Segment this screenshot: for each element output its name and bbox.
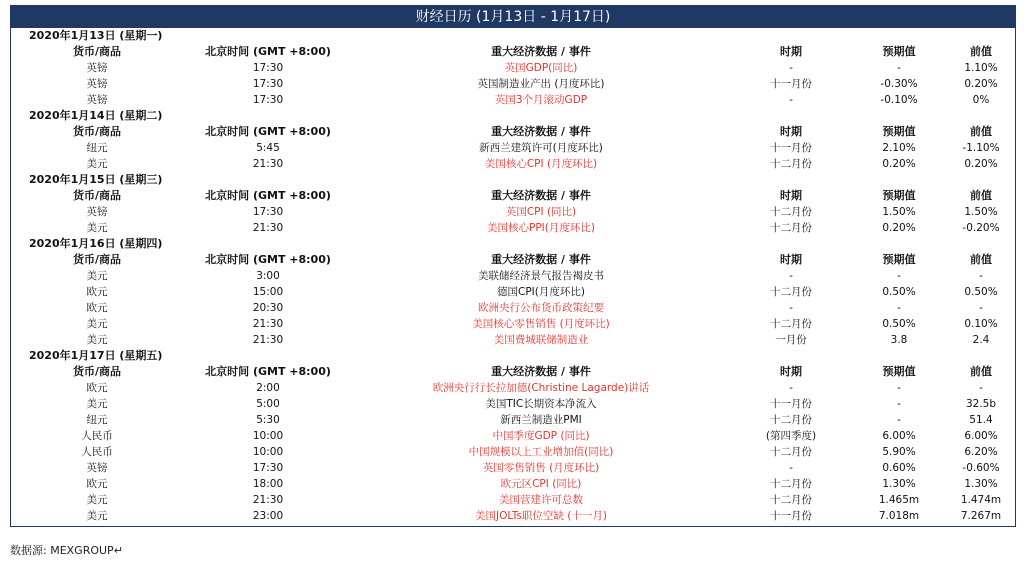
header-time: 北京时间 (GMT +8:00) bbox=[205, 125, 331, 138]
column-header-row bbox=[11, 44, 1015, 60]
period-cell: 十二月份 bbox=[770, 478, 812, 490]
time-cell: 20:30 bbox=[252, 302, 284, 314]
event-cell: 英国GDP(同比) bbox=[504, 62, 578, 74]
time-cell: 17:30 bbox=[252, 78, 284, 90]
time-cell: 5:00 bbox=[256, 398, 280, 410]
time-cell: 17:30 bbox=[252, 206, 284, 218]
event-cell: 美国营建许可总数 bbox=[499, 494, 583, 506]
previous-cell: 7.267m bbox=[960, 510, 1002, 522]
forecast-cell: 2.10% bbox=[882, 142, 916, 154]
period-cell: - bbox=[789, 270, 793, 282]
data-source: 数据源: MEXGROUP↵ bbox=[10, 544, 123, 557]
event-cell: 英国CPI (同比) bbox=[505, 206, 577, 218]
currency-cell: 美元 bbox=[86, 318, 108, 330]
currency-cell: 欧元 bbox=[86, 382, 108, 394]
time-cell: 17:30 bbox=[252, 94, 284, 106]
table-row bbox=[11, 60, 1015, 76]
event-cell: 中国季度GDP (同比) bbox=[492, 430, 590, 442]
header-period: 时期 bbox=[780, 189, 802, 202]
time-cell: 23:00 bbox=[252, 510, 284, 522]
header-event: 重大经济数据 / 事件 bbox=[491, 189, 591, 202]
table-row bbox=[11, 476, 1015, 492]
day-header: 2020年1月17日 (星期五) bbox=[29, 349, 163, 362]
header-previous: 前值 bbox=[970, 125, 992, 138]
period-cell: 十一月份 bbox=[770, 510, 812, 522]
currency-cell: 欧元 bbox=[86, 286, 108, 298]
previous-cell: 2.4 bbox=[972, 334, 990, 346]
previous-cell: 1.10% bbox=[964, 62, 998, 74]
previous-cell: 32.5b bbox=[965, 398, 997, 410]
event-cell: 美国核心PPI(月度环比) bbox=[487, 222, 595, 234]
table-row bbox=[11, 332, 1015, 348]
period-cell: 十一月份 bbox=[770, 78, 812, 90]
event-cell: 美国TIC长期资本净流入 bbox=[485, 398, 597, 410]
table-row bbox=[11, 76, 1015, 92]
time-cell: 17:30 bbox=[252, 62, 284, 74]
event-cell: 美国核心CPI (月度环比) bbox=[484, 158, 598, 170]
currency-cell: 美元 bbox=[86, 270, 108, 282]
table-row bbox=[11, 492, 1015, 508]
currency-cell: 欧元 bbox=[86, 478, 108, 490]
previous-cell: 0.20% bbox=[964, 78, 998, 90]
header-time: 北京时间 (GMT +8:00) bbox=[205, 253, 331, 266]
currency-cell: 欧元 bbox=[86, 302, 108, 314]
column-header-row bbox=[11, 364, 1015, 380]
currency-cell: 纽元 bbox=[86, 414, 108, 426]
header-previous: 前值 bbox=[970, 253, 992, 266]
header-event: 重大经济数据 / 事件 bbox=[491, 125, 591, 138]
previous-cell: 0.50% bbox=[964, 286, 998, 298]
currency-cell: 美元 bbox=[86, 334, 108, 346]
previous-cell: - bbox=[979, 382, 983, 394]
forecast-cell: - bbox=[897, 398, 901, 410]
day-header: 2020年1月16日 (星期四) bbox=[29, 237, 163, 250]
day-header: 2020年1月14日 (星期二) bbox=[29, 109, 163, 122]
header-time: 北京时间 (GMT +8:00) bbox=[205, 189, 331, 202]
table-row bbox=[11, 140, 1015, 156]
header-time: 北京时间 (GMT +8:00) bbox=[205, 365, 331, 378]
header-forecast: 预期值 bbox=[882, 45, 916, 58]
previous-cell: - bbox=[979, 270, 983, 282]
event-cell: 英国制造业产出 (月度环比) bbox=[477, 78, 605, 90]
forecast-cell: 3.8 bbox=[890, 334, 908, 346]
forecast-cell: 1.50% bbox=[882, 206, 916, 218]
table-row bbox=[11, 428, 1015, 444]
currency-cell: 美元 bbox=[86, 222, 108, 234]
previous-cell: 6.00% bbox=[964, 430, 998, 442]
time-cell: 10:00 bbox=[252, 446, 284, 458]
event-cell: 英国3个月滚动GDP bbox=[494, 94, 588, 106]
forecast-cell: - bbox=[897, 302, 901, 314]
time-cell: 18:00 bbox=[252, 478, 284, 490]
header-previous: 前值 bbox=[970, 45, 992, 58]
event-cell: 欧洲央行公布货币政策纪要 bbox=[478, 302, 604, 314]
forecast-cell: 5.90% bbox=[882, 446, 916, 458]
forecast-cell: -0.10% bbox=[880, 94, 918, 106]
period-cell: - bbox=[789, 94, 793, 106]
currency-cell: 英镑 bbox=[86, 206, 108, 218]
table-row bbox=[11, 316, 1015, 332]
forecast-cell: - bbox=[897, 414, 901, 426]
forecast-cell: 0.20% bbox=[882, 158, 916, 170]
period-cell: 一月份 bbox=[775, 334, 807, 346]
time-cell: 21:30 bbox=[252, 334, 284, 346]
header-period: 时期 bbox=[780, 125, 802, 138]
header-currency: 货币/商品 bbox=[72, 253, 122, 266]
table-row bbox=[11, 460, 1015, 476]
header-forecast: 预期值 bbox=[882, 253, 916, 266]
forecast-cell: 0.60% bbox=[882, 462, 916, 474]
header-currency: 货币/商品 bbox=[72, 125, 122, 138]
event-cell: 新西兰建筑许可(月度环比) bbox=[479, 142, 603, 154]
header-event: 重大经济数据 / 事件 bbox=[491, 45, 591, 58]
forecast-cell: - bbox=[897, 270, 901, 282]
header-event: 重大经济数据 / 事件 bbox=[491, 365, 591, 378]
currency-cell: 美元 bbox=[86, 510, 108, 522]
currency-cell: 英镑 bbox=[86, 462, 108, 474]
currency-cell: 英镑 bbox=[86, 62, 108, 74]
period-cell: 十二月份 bbox=[770, 222, 812, 234]
previous-cell: 0.20% bbox=[964, 158, 998, 170]
event-cell: 美国JOLTs职位空缺 (十一月) bbox=[475, 510, 607, 522]
time-cell: 10:00 bbox=[252, 430, 284, 442]
previous-cell: 6.20% bbox=[964, 446, 998, 458]
header-event: 重大经济数据 / 事件 bbox=[491, 253, 591, 266]
day-header: 2020年1月13日 (星期一) bbox=[29, 29, 163, 42]
period-cell: 十一月份 bbox=[770, 142, 812, 154]
previous-cell: -1.10% bbox=[962, 142, 1000, 154]
header-previous: 前值 bbox=[970, 365, 992, 378]
table-row bbox=[11, 396, 1015, 412]
time-cell: 21:30 bbox=[252, 222, 284, 234]
table-row bbox=[11, 92, 1015, 108]
previous-cell: 0% bbox=[972, 94, 990, 106]
event-cell: 欧洲央行行长拉加德(Christine Lagarde)讲话 bbox=[432, 382, 650, 394]
time-cell: 21:30 bbox=[252, 158, 284, 170]
table-row bbox=[11, 220, 1015, 236]
previous-cell: 1.474m bbox=[960, 494, 1002, 506]
period-cell: 十二月份 bbox=[770, 318, 812, 330]
time-cell: 17:30 bbox=[252, 462, 284, 474]
currency-cell: 美元 bbox=[86, 398, 108, 410]
header-previous: 前值 bbox=[970, 189, 992, 202]
period-cell: 十二月份 bbox=[770, 206, 812, 218]
calendar-rows bbox=[11, 28, 1015, 524]
header-period: 时期 bbox=[780, 45, 802, 58]
table-row bbox=[11, 380, 1015, 396]
time-cell: 3:00 bbox=[256, 270, 280, 282]
forecast-cell: 6.00% bbox=[882, 430, 916, 442]
currency-cell: 人民币 bbox=[81, 446, 113, 458]
period-cell: (第四季度) bbox=[765, 430, 817, 442]
event-cell: 英国零售销售 (月度环比) bbox=[482, 462, 600, 474]
event-cell: 德国CPI(月度环比) bbox=[497, 286, 585, 298]
previous-cell: - bbox=[979, 302, 983, 314]
forecast-cell: 0.20% bbox=[882, 222, 916, 234]
forecast-cell: 7.018m bbox=[878, 510, 920, 522]
currency-cell: 美元 bbox=[86, 158, 108, 170]
period-cell: 十二月份 bbox=[770, 414, 812, 426]
previous-cell: 0.10% bbox=[964, 318, 998, 330]
calendar-title: 财经日历 (1月13日 - 1月17日) bbox=[11, 6, 1015, 28]
previous-cell: 51.4 bbox=[969, 414, 993, 426]
day-header: 2020年1月15日 (星期三) bbox=[29, 173, 163, 186]
header-currency: 货币/商品 bbox=[72, 45, 122, 58]
period-cell: 十二月份 bbox=[770, 286, 812, 298]
forecast-cell: 1.30% bbox=[882, 478, 916, 490]
table-row bbox=[11, 444, 1015, 460]
header-period: 时期 bbox=[780, 253, 802, 266]
event-cell: 新西兰制造业PMI bbox=[500, 414, 582, 426]
table-row bbox=[11, 268, 1015, 284]
event-cell: 美国费城联储制造业 bbox=[493, 334, 589, 346]
previous-cell: 1.30% bbox=[964, 478, 998, 490]
header-forecast: 预期值 bbox=[882, 365, 916, 378]
currency-cell: 纽元 bbox=[86, 142, 108, 154]
period-cell: 十二月份 bbox=[770, 494, 812, 506]
period-cell: 十二月份 bbox=[770, 446, 812, 458]
forecast-cell: -0.30% bbox=[880, 78, 918, 90]
forecast-cell: 1.465m bbox=[878, 494, 920, 506]
period-cell: 十二月份 bbox=[770, 158, 812, 170]
column-header-row bbox=[11, 188, 1015, 204]
period-cell: 十一月份 bbox=[770, 398, 812, 410]
event-cell: 欧元区CPI (同比) bbox=[500, 478, 582, 490]
previous-cell: 1.50% bbox=[964, 206, 998, 218]
time-cell: 21:30 bbox=[252, 318, 284, 330]
column-header-row bbox=[11, 252, 1015, 268]
period-cell: - bbox=[789, 302, 793, 314]
currency-cell: 人民币 bbox=[81, 430, 113, 442]
time-cell: 2:00 bbox=[256, 382, 280, 394]
column-header-row bbox=[11, 124, 1015, 140]
currency-cell: 英镑 bbox=[86, 94, 108, 106]
period-cell: - bbox=[789, 62, 793, 74]
forecast-cell: 0.50% bbox=[882, 286, 916, 298]
currency-cell: 美元 bbox=[86, 494, 108, 506]
event-cell: 美国核心零售销售 (月度环比) bbox=[472, 318, 610, 330]
forecast-cell: - bbox=[897, 382, 901, 394]
forecast-cell: 0.50% bbox=[882, 318, 916, 330]
table-row bbox=[11, 508, 1015, 524]
table-row bbox=[11, 412, 1015, 428]
economic-calendar bbox=[10, 5, 1016, 527]
event-cell: 美联储经济景气报告褐皮书 bbox=[478, 270, 604, 282]
time-cell: 21:30 bbox=[252, 494, 284, 506]
forecast-cell: - bbox=[897, 62, 901, 74]
header-currency: 货币/商品 bbox=[72, 365, 122, 378]
time-cell: 5:45 bbox=[256, 142, 280, 154]
period-cell: - bbox=[789, 382, 793, 394]
currency-cell: 英镑 bbox=[86, 78, 108, 90]
table-row bbox=[11, 156, 1015, 172]
time-cell: 5:30 bbox=[256, 414, 280, 426]
period-cell: - bbox=[789, 462, 793, 474]
table-row bbox=[11, 284, 1015, 300]
table-row bbox=[11, 300, 1015, 316]
table-row bbox=[11, 204, 1015, 220]
header-time: 北京时间 (GMT +8:00) bbox=[205, 45, 331, 58]
header-forecast: 预期值 bbox=[882, 125, 916, 138]
previous-cell: -0.20% bbox=[962, 222, 1000, 234]
header-period: 时期 bbox=[780, 365, 802, 378]
header-forecast: 预期值 bbox=[882, 189, 916, 202]
previous-cell: -0.60% bbox=[962, 462, 1000, 474]
header-currency: 货币/商品 bbox=[72, 189, 122, 202]
event-cell: 中国规模以上工业增加值(同比) bbox=[468, 446, 614, 458]
time-cell: 15:00 bbox=[252, 286, 284, 298]
